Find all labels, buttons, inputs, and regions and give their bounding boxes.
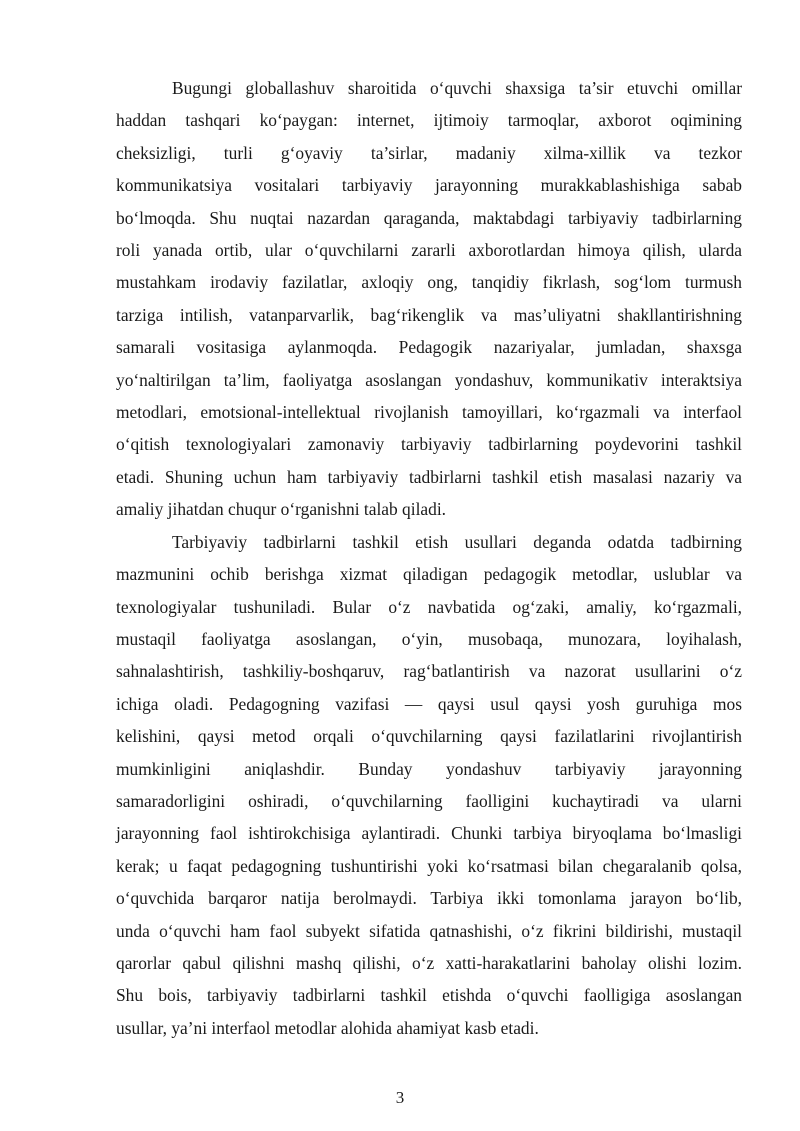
text-line: amaliy jihatdan chuqur o‘rganishni talab qiladi.: [116, 499, 447, 520]
text-line: Bugungi globallashuv sharoitida o‘quvchi shaxsiga ta’sir etuvchi omillar: [172, 78, 742, 98]
text-line: kommunikatsiya vositalari tarbiyaviy jarayonning murakkablashishiga sabab: [116, 175, 742, 196]
page-number: 3: [395, 1088, 405, 1107]
text-line: ichiga oladi. Pedagogning vazifasi — qaysi usul qaysi yosh guruhiga mos: [116, 693, 742, 714]
text-line: samaradorligini oshiradi, o‘quvchilarning faolligini kuchaytiradi va ularni: [116, 790, 742, 811]
text-line: Tarbiyaviy tadbirlarni tashkil etish usullari deganda odatda tadbirning: [172, 531, 742, 552]
text-line: sahnalashtirish, tashkiliy-boshqaruv, rag‘batlantirish va nazorat usullarini o‘z: [116, 661, 742, 682]
text-line: o‘quvchida barqaror natija berolmaydi. Tarbiya ikki tomonlama jarayon bo‘lib,: [116, 888, 742, 909]
text-line: haddan tashqari ko‘paygan: internet, ijtimoiy tarmoqlar, axborot oqimining: [116, 110, 742, 131]
text-line: Shu bois, tarbiyaviy tadbirlarni tashkil etishda o‘quvchi faolligiga asoslangan: [116, 985, 742, 1006]
text-line: bo‘lmoqda. Shu nuqtai nazardan qaraganda, maktabdagi tarbiyaviy tadbirlarning: [116, 207, 742, 228]
text-line: o‘qitish texnologiyalari zamonaviy tarbiyaviy tadbirlarning poydevorini tashkil: [116, 434, 742, 455]
text-line: yo‘naltirilgan ta’lim, faoliyatga asoslangan yondashuv, kommunikativ interaktsiya: [116, 369, 742, 390]
text-line: etadi. Shuning uchun ham tarbiyaviy tadbirlarni tashkil etish masalasi nazariy va: [116, 466, 742, 487]
text-line: metodlari, emotsional-intellektual rivojlanish tamoyillari, ko‘rgazmali va interfaol: [116, 402, 742, 423]
text-line: mazmunini ochib berishga xizmat qiladigan pedagogik metodlar, uslublar va: [116, 564, 742, 585]
text-line: mustaqil faoliyatga asoslangan, o‘yin, musobaqa, munozara, loyihalash,: [116, 628, 742, 649]
text-line: cheksizligi, turli g‘oyaviy ta’sirlar, madaniy xilma-xillik va tezkor: [116, 142, 742, 163]
text-line: tarziga intilish, vatanparvarlik, bag‘rikenglik va mas’uliyatni shakllantirishning: [116, 304, 742, 325]
text-line: mumkinligini aniqlashdir. Bunday yondashuv tarbiyaviy jarayonning: [116, 758, 742, 779]
text-line: kelishini, qaysi metod orqali o‘quvchilarning qaysi fazilatlarini rivojlantirish: [116, 726, 742, 747]
text-line: unda o‘quvchi ham faol subyekt sifatida qatnashishi, o‘z fikrini bildirishi, mustaqil: [116, 920, 742, 941]
text-line: jarayonning faol ishtirokchisiga aylantiradi. Chunki tarbiya biryoqlama bo‘lmasligi: [116, 823, 742, 844]
document-page: [116, 72, 742, 1044]
paragraph-globalization: [116, 72, 742, 526]
text-line: usullar, ya’ni interfaol metodlar alohida ahamiyat kasb etadi.: [116, 1017, 539, 1038]
text-line: mustahkam irodaviy fazilatlar, axloqiy ong, tanqidiy fikrlash, sog‘lom turmush: [116, 272, 742, 293]
text-line: qarorlar qabul qilishni mashq qilishi, o‘z xatti-harakatlarini baholay olishi lozim.: [116, 952, 742, 973]
text-line: texnologiyalar tushuniladi. Bular o‘z navbatida og‘zaki, amaliy, ko‘rgazmali,: [116, 596, 742, 617]
text-line: samarali vositasiga aylanmoqda. Pedagogik nazariyalar, jumladan, shaxsga: [116, 337, 742, 358]
paragraph-methods: [116, 526, 742, 1045]
text-line: kerak; u faqat pedagogning tushuntirishi yoki ko‘rsatmasi bilan chegaralanib qolsa,: [116, 855, 742, 876]
text-line: roli yanada ortib, ular o‘quvchilarni zararli axborotlardan himoya qilish, ularda: [116, 240, 742, 261]
